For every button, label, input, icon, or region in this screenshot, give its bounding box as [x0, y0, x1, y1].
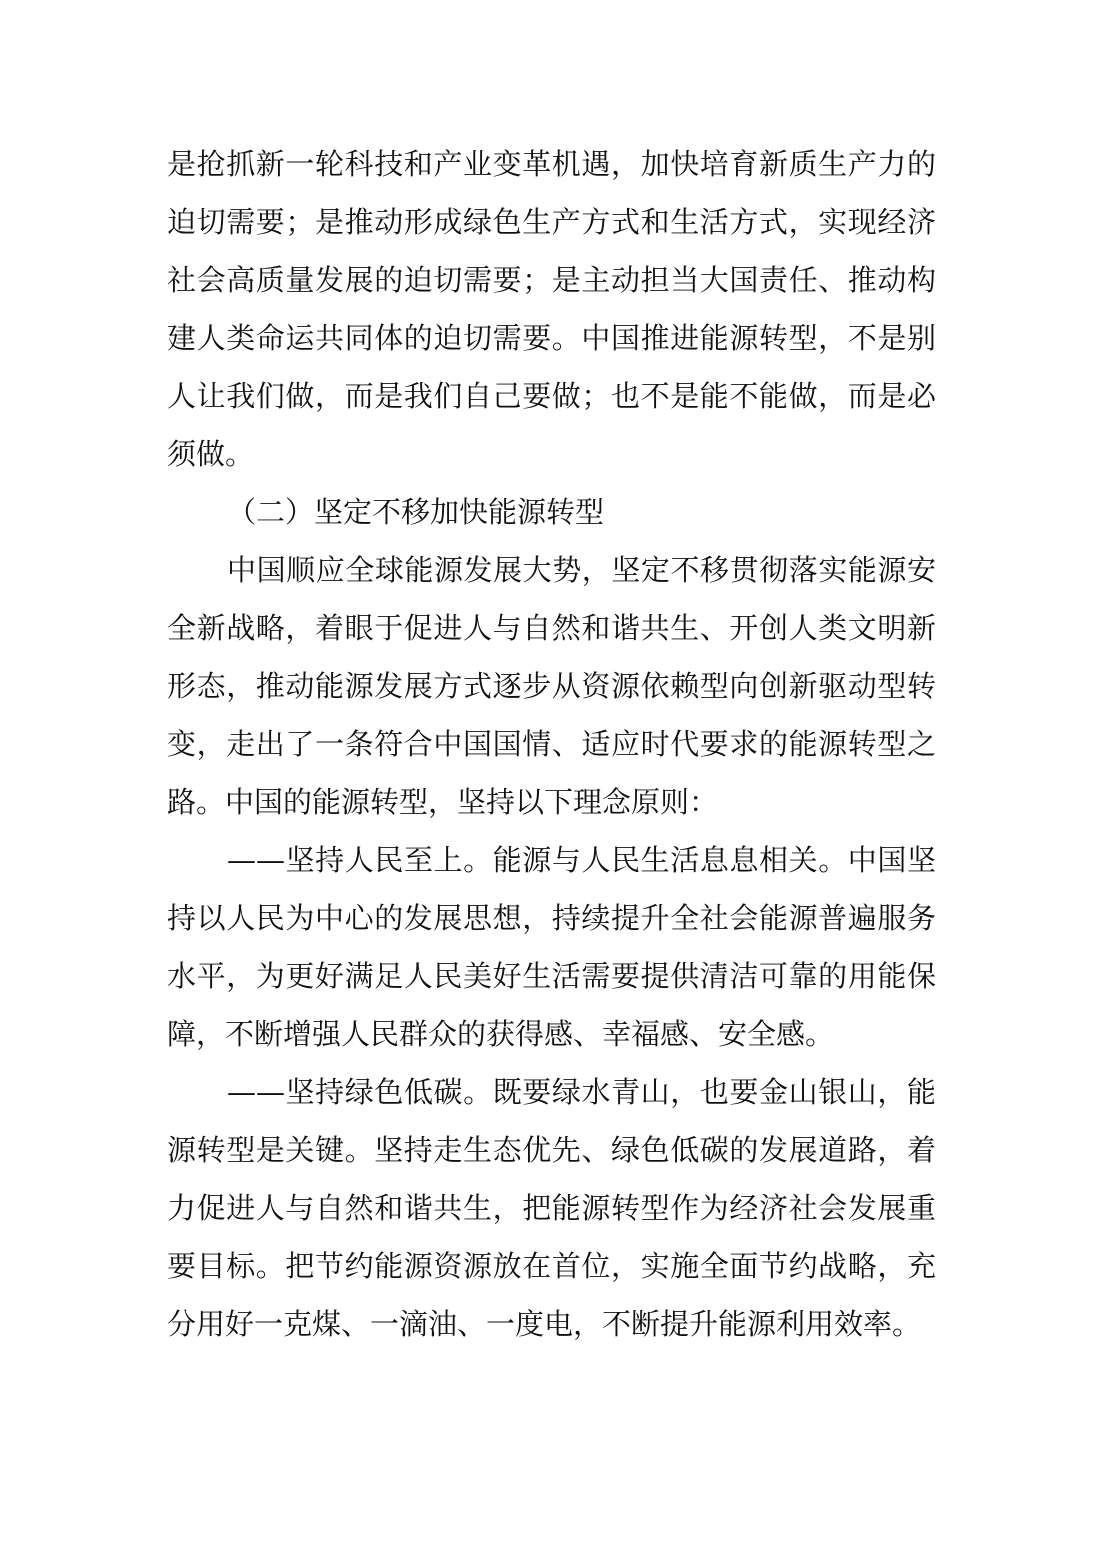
paragraph-green-low-carbon: ——坚持绿色低碳。既要绿水青山，也要金山银山，能源转型是关键。坚持走生态优先、绿色低碳的发展道路，着力促进人与自然和谐共生，把能源转型作为经济社会发展重要目标。把节约能源资源放在首位，实施全面节约战略，充分用好一克煤、一滴油、一度电，不断提升能源利用效率。 — [167, 1075, 936, 1341]
paragraph-people-first: ——坚持人民至上。能源与人民生活息息相关。中国坚持以人民为中心的发展思想，持续提升全社会能源普遍服务水平，为更好满足人民美好生活需要提供清洁可靠的用能保障，不断增强人民群众的获得感、幸福感、安全感。 — [167, 843, 936, 1051]
section-heading: （二）坚定不移加快能源转型 — [227, 495, 605, 529]
paragraph-continuation: 是抢抓新一轮科技和产业变革机遇，加快培育新质生产力的迫切需要；是推动形成绿色生产方式和生活方式，实现经济社会高质量发展的迫切需要；是主动担当大国责任、推动构建人类命运共同体的迫切需要。中国推进能源转型，不是别人让我们做，而是我们自己要做；也不是能不能做，而是必须做。 — [167, 147, 936, 471]
document-body — [167, 135, 936, 1353]
paragraph-intro: 中国顺应全球能源发展大势，坚定不移贯彻落实能源安全新战略，着眼于促进人与自然和谐共生、开创人类文明新形态，推动能源发展方式逐步从资源依赖型向创新驱动型转变，走出了一条符合中国国情、适应时代要求的能源转型之路。中国的能源转型，坚持以下理念原则： — [167, 553, 936, 819]
